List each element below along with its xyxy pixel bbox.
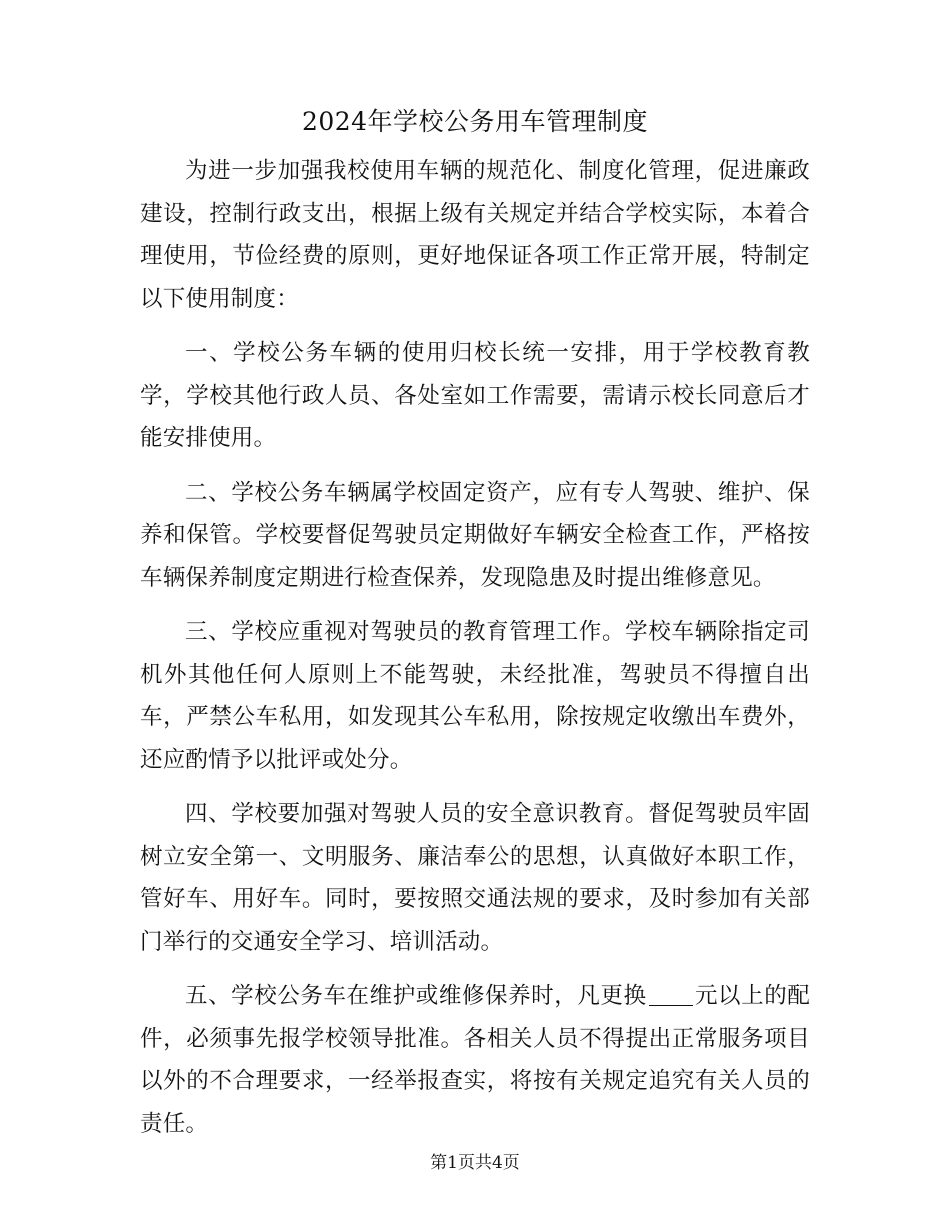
clause-1-paragraph: 一、学校公务车辆的使用归校长统一安排，用于学校教育教学，学校其他行政人员、各处室如工作需要，需请示校长同意后才能安排使用。 xyxy=(140,340,810,451)
amount-blank-line xyxy=(649,983,693,1007)
clause-5-text-after-blank: 元以上的配件，必须事先报学校领导批准。各相关人员不得提出正常服务项目以外的不合理要求，一经举报查实，将按有关规定追究有关人员的责任。 xyxy=(140,983,810,1137)
intro-paragraph: 为进一步加强我校使用车辆的规范化、制度化管理，促进廉政建设，控制行政支出，根据上级有关规定并结合学校实际，本着合理使用，节俭经费的原则，更好地保证各项工作正常开展，特制定以下使用制度： xyxy=(140,158,810,312)
clause-5-text-before-blank: 五、学校公务车在维护或维修保养时，凡更换 xyxy=(185,983,647,1009)
clause-5-paragraph xyxy=(140,975,810,1145)
document-body xyxy=(140,150,810,1157)
document-title: 2024年学校公务用车管理制度 xyxy=(301,107,649,136)
clause-4-paragraph: 四、学校要加强对驾驶人员的安全意识教育。督促驾驶员牢固树立安全第一、文明服务、廉洁奉公的思想，认真做好本职工作，管好车、用好车。同时，要按照交通法规的要求，及时参加有关部门举行的交通安全学习、培训活动。 xyxy=(140,801,810,955)
clause-3-paragraph: 三、学校应重视对驾驶员的教育管理工作。学校车辆除指定司机外其他任何人原则上不能驾驶，未经批准，驾驶员不得擅自出车，严禁公车私用，如发现其公车私用，除按规定收缴出车费外，还应酌情予以批评或处分。 xyxy=(140,619,810,773)
clause-2-paragraph: 二、学校公务车辆属学校固定资产，应有专人驾驶、维护、保养和保管。学校要督促驾驶员定期做好车辆安全检查工作，严格按车辆保养制度定期进行检查保养，发现隐患及时提出维修意见。 xyxy=(140,479,810,591)
page-number-footer: 第1页共4页 xyxy=(430,1153,520,1173)
